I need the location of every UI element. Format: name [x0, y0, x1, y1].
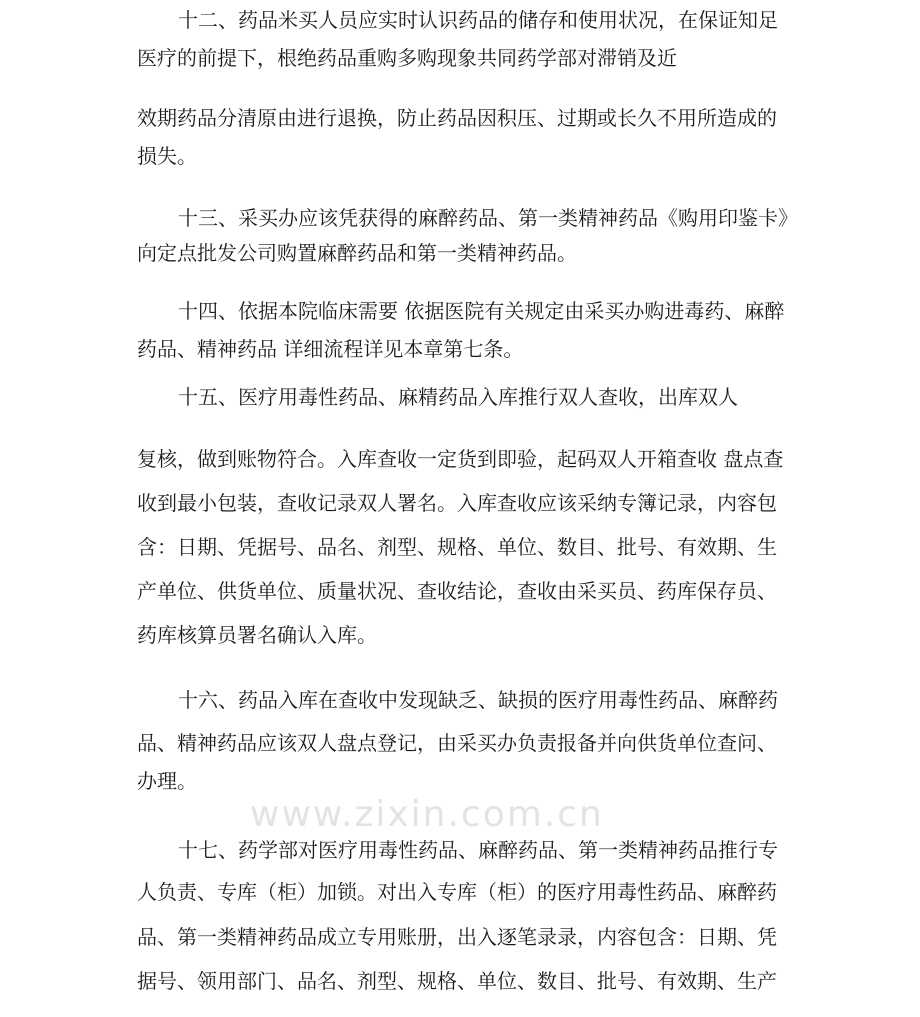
text-line: 办理。	[137, 769, 197, 793]
text-line: 十二、药品米买人员应实时认识药品的储存和使用状况，在保证知足	[178, 8, 778, 32]
text-line: 品、精神药品应该双人盘点登记，由采买办负责报备并向供货单位查问、	[137, 731, 777, 755]
text-line: 药库核算员署名确认入库。	[137, 623, 377, 647]
text-line: 十四、依据本院临床需要 依据医院有关规定由采买办购进毒药、麻醉	[178, 299, 785, 323]
text-line: 十三、采买办应该凭获得的麻醉药品、第一类精神药品《购用印鉴卡》	[178, 206, 798, 230]
text-line: 向定点批发公司购置麻醉药品和第一类精神药品。	[137, 241, 577, 265]
text-line: 十七、药学部对医疗用毒性药品、麻醉药品、第一类精神药品推行专	[178, 838, 778, 862]
text-line: 人负责、专库（柜）加锁。对出入专库（柜）的医疗用毒性药品、麻醉药	[137, 880, 777, 904]
text-line: 含：日期、凭据号、品名、剂型、规格、单位、数目、批号、有效期、生	[137, 535, 777, 559]
text-line: 据号、领用部门、品名、剂型、规格、单位、数目、批号、有效期、生产	[137, 969, 777, 993]
text-line: 十五、医疗用毒性药品、麻精药品入库推行双人查收，出库双人	[178, 385, 738, 409]
text-line: 产单位、供货单位、质量状况、查收结论，查收由采买员、药库保存员、	[137, 579, 777, 603]
text-line: 十六、药品入库在查收中发现缺乏、缺损的医疗用毒性药品、麻醉药	[178, 688, 778, 712]
watermark: www.zixin.com.cn	[250, 794, 604, 835]
text-line: 复核，做到账物符合。入库查收一定货到即验，起码双人开箱查收 盘点查	[137, 447, 784, 471]
text-line: 品、第一类精神药品成立专用账册，出入逐笔录录，内容包含：日期、凭	[137, 925, 777, 949]
text-line: 收到最小包装，查收记录双人署名。入库查收应该采纳专簿记录，内容包	[137, 491, 777, 515]
text-line: 医疗的前提下，根绝药品重购多购现象共同药学部对滞销及近	[137, 46, 677, 70]
text-line: 效期药品分清原由进行退换，防止药品因积压、过期或长久不用所造成的	[137, 106, 777, 130]
text-line: 损失。	[137, 144, 197, 168]
text-line: 药品、精神药品 详细流程详见本章第七条。	[137, 337, 524, 361]
